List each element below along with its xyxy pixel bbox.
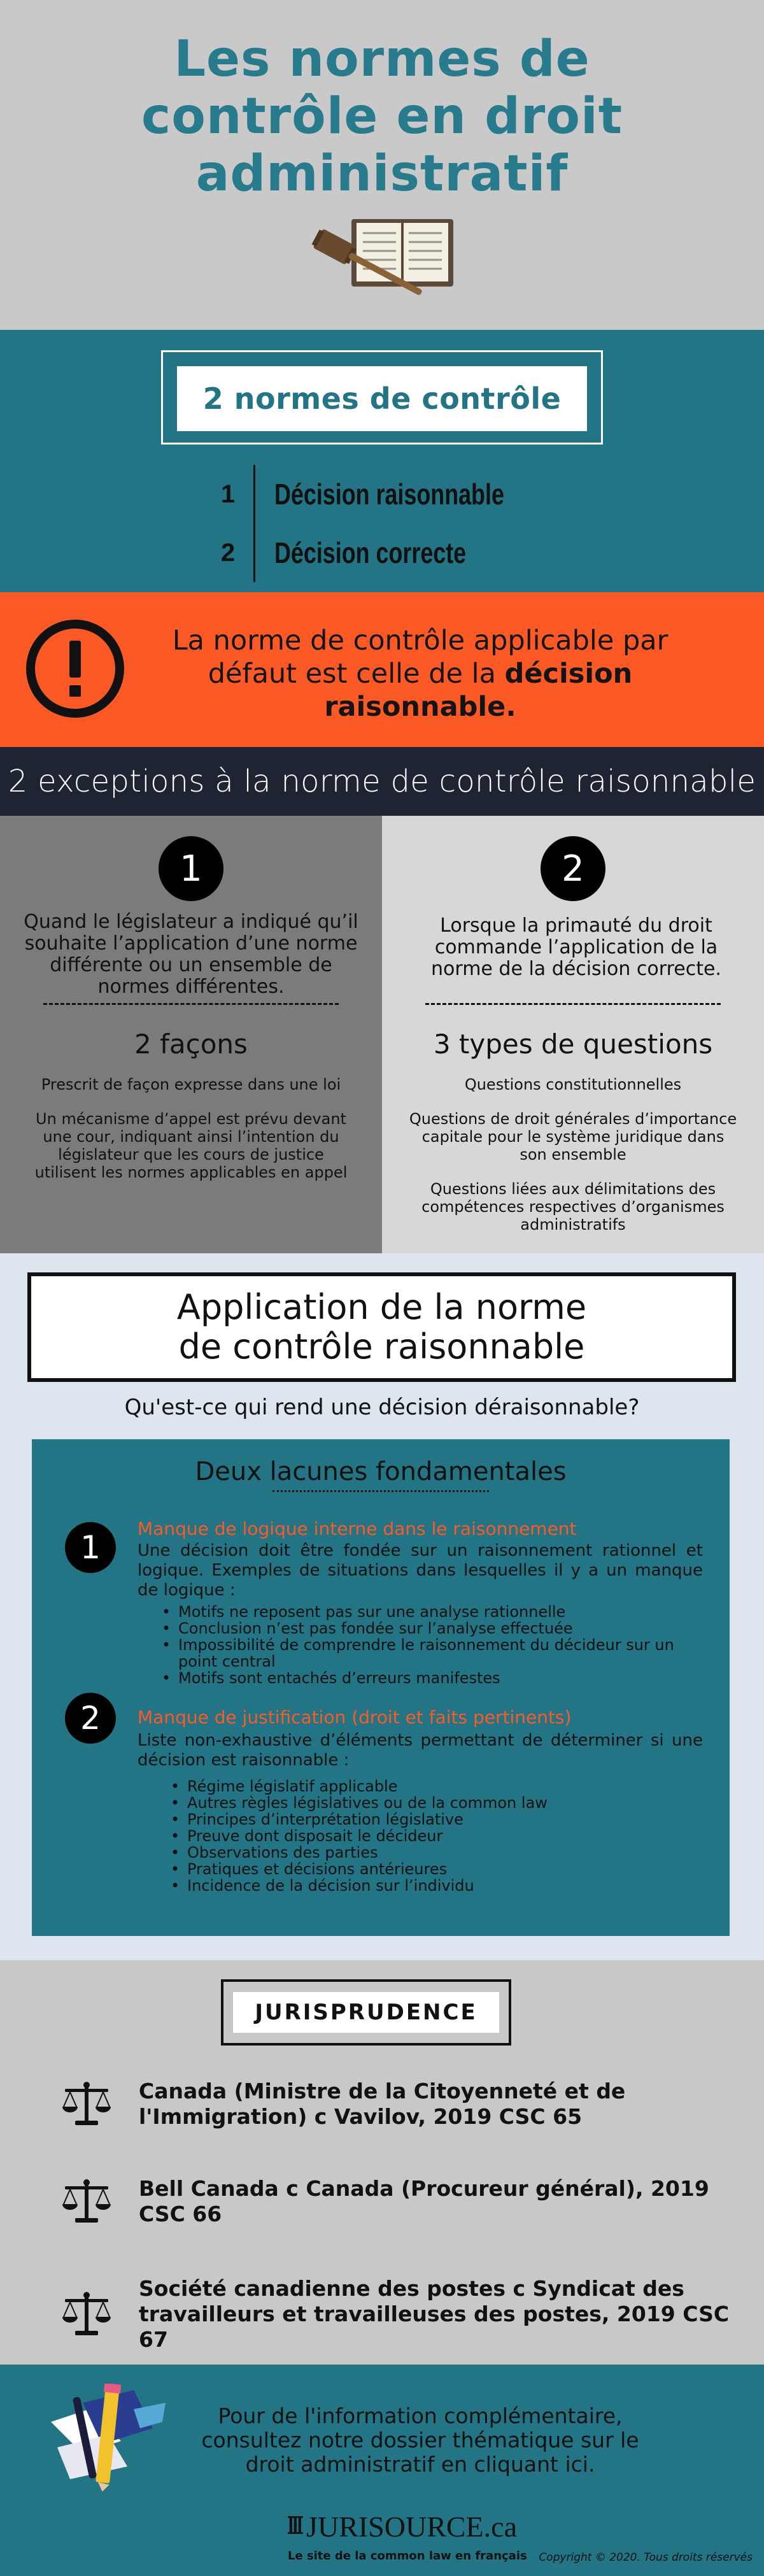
- scales-of-justice-icon: [61, 2080, 112, 2128]
- case-item: [61, 2276, 736, 2352]
- exception-description: Quand le législateur a indiqué qu’il souhaite l’application d’une norme différente ou un ensemble de normes différentes.: [24, 911, 358, 998]
- lacune-bullet: • Incidence de la décision sur l’individu: [187, 1877, 684, 1894]
- norm-number: 1: [220, 480, 236, 508]
- norm-divider: [253, 465, 255, 523]
- pen-and-pencil-illustration: [45, 2384, 172, 2492]
- lacune-bullet: • Conclusion n’est pas fondée sur l’analyse effectuée: [178, 1620, 688, 1637]
- lacune-bullet: • Observations des parties: [187, 1844, 684, 1861]
- dashed-divider: [43, 1003, 339, 1005]
- exception-subtitle: 3 types de questions: [433, 1028, 713, 1060]
- default-norm-alert: [0, 592, 764, 747]
- application-section: [0, 1253, 764, 1960]
- lacune-bullet: • Autres règles législatives ou de la common law: [187, 1795, 684, 1811]
- norm-label: Décision correcte: [274, 536, 467, 569]
- scales-of-justice-icon: [61, 2177, 112, 2226]
- footer-section: [0, 2365, 764, 2576]
- jurisprudence-section: [0, 1960, 764, 2365]
- lacune-bullet-list: [178, 1604, 688, 1686]
- exceptions-title: 2 exceptions à la norme de contrôle raisonnable: [8, 764, 756, 799]
- title-line-1: Les normes de: [174, 31, 590, 88]
- copyright: Copyright © 2020. Tous droits réservés: [539, 2551, 753, 2564]
- norm-divider: [253, 523, 255, 582]
- footer-more-info-link[interactable]: Pour de l'information complémentaire, consultez notre dossier thématique sur le droit administratif en cliquant ici.: [201, 2403, 639, 2477]
- lacune-bullet: • Preuve dont disposait le décideur: [187, 1828, 684, 1844]
- jurisource-logo-icon: [288, 2512, 304, 2538]
- exception-number-badge: 2: [541, 836, 605, 901]
- dashed-divider: [425, 1003, 721, 1005]
- lacune-bullet: • Régime législatif applicable: [187, 1778, 684, 1795]
- lacune-bullet: • Motifs sont entachés d’erreurs manifestes: [178, 1670, 688, 1686]
- exception-number-badge: 1: [159, 836, 223, 901]
- lacune-heading: Manque de justification (droit et faits pertinents): [138, 1707, 572, 1728]
- exceptions-title-bar: [0, 747, 764, 816]
- exception-subtitle: 2 façons: [134, 1028, 248, 1060]
- norm-label: Décision raisonnable: [274, 478, 504, 511]
- norm-number: 2: [220, 538, 236, 567]
- exception-description: Lorsque la primauté du droit commande l’application de la norme de la décision correcte.: [431, 914, 721, 980]
- norm-item: [210, 523, 520, 582]
- title-line-3: administratif: [195, 145, 569, 203]
- case-citation: Société canadienne des postes c Syndicat des travailleurs et travailleuses des postes, 2019 CSC 67: [139, 2276, 730, 2352]
- logo-tagline: Le site de la common law en français: [288, 2549, 527, 2563]
- jurisprudence-label: JURISPRUDENCE: [233, 1992, 499, 2033]
- exception-column-2: [382, 816, 764, 1253]
- lacune-bullet-list: [187, 1778, 684, 1894]
- application-title-text: Application de la norme de contrôle raisonnable: [176, 1287, 587, 1367]
- lacune-bullet: • Principes d’interprétation législative: [187, 1811, 684, 1828]
- exception-item: Questions liées aux délimitations des compétences respectives d’organismes administratifs: [421, 1180, 725, 1234]
- case-item: [61, 2079, 736, 2130]
- logo-name: JURISOURCE.ca: [306, 2510, 517, 2543]
- norms-section: [0, 330, 764, 592]
- alert-text: [153, 624, 688, 723]
- norm-item: [210, 465, 569, 523]
- panel-title: Deux lacunes fondamentales: [195, 1457, 567, 1486]
- exception-column-1: [0, 816, 382, 1253]
- application-title: [27, 1272, 736, 1382]
- exception-items: [407, 1076, 739, 1250]
- header-section: [0, 0, 764, 330]
- lacune-body: Liste non-exhaustive d’éléments permettant de déterminer si une décision est raisonnable :: [138, 1731, 703, 1770]
- lacune-bullet: • Motifs ne reposent pas sur une analyse rationnelle: [178, 1604, 688, 1620]
- case-citation: Bell Canada c Canada (Procureur général), 2019 CSC 66: [139, 2176, 709, 2226]
- exception-item: Questions de droit générales d’importance capitale pour le système juridique dans son ensemble: [409, 1110, 737, 1163]
- exception-item: Un mécanisme d’appel est prévu devant une cour, indiquant ainsi l’intention du législateur que les cours de justice utilisent les normes applicables en appel: [34, 1110, 348, 1181]
- lacune-bullet: • Impossibilité de comprendre le raisonnement du décideur sur un point central: [178, 1637, 688, 1670]
- norms-title: 2 normes de contrôle: [177, 366, 587, 431]
- exceptions-section: [0, 816, 764, 1253]
- application-question: Qu'est-ce qui rend une décision déraisonnable?: [124, 1395, 640, 1420]
- lacune-bullet: • Pratiques et décisions antérieures: [187, 1861, 684, 1877]
- exclamation-icon: [24, 618, 126, 720]
- alert-text-regular: La norme de contrôle applicable par défaut est celle de la: [172, 625, 668, 690]
- page-title: [0, 0, 764, 203]
- scales-of-justice-icon: [61, 2290, 112, 2338]
- lacune-body: Une décision doit être fondée sur un raisonnement rationnel et logique. Exemples de situations dans lesquelles il y a un manque de logique :: [138, 1541, 703, 1600]
- title-line-2: contrôle en droit: [141, 88, 623, 145]
- lacunes-panel: [32, 1439, 730, 1936]
- exception-item: Prescrit de façon expresse dans une loi: [41, 1076, 341, 1093]
- lacune-heading: Manque de logique interne dans le raisonnement: [138, 1518, 577, 1539]
- lacune-number-badge: 1: [65, 1522, 116, 1573]
- case-item: [61, 2176, 736, 2227]
- lacune-number-badge: 2: [65, 1693, 116, 1744]
- exception-item: Questions constitutionnelles: [464, 1076, 682, 1093]
- exception-items: [25, 1076, 357, 1198]
- alert-text-bold: décision raisonnable.: [324, 658, 633, 723]
- dotted-divider: [272, 1490, 489, 1492]
- gavel-book-icon: [307, 217, 460, 306]
- case-citation: Canada (Ministre de la Citoyenneté et de l'Immigration) c Vavilov, 2019 CSC 65: [139, 2079, 626, 2129]
- jurisource-logo[interactable]: [288, 2512, 517, 2542]
